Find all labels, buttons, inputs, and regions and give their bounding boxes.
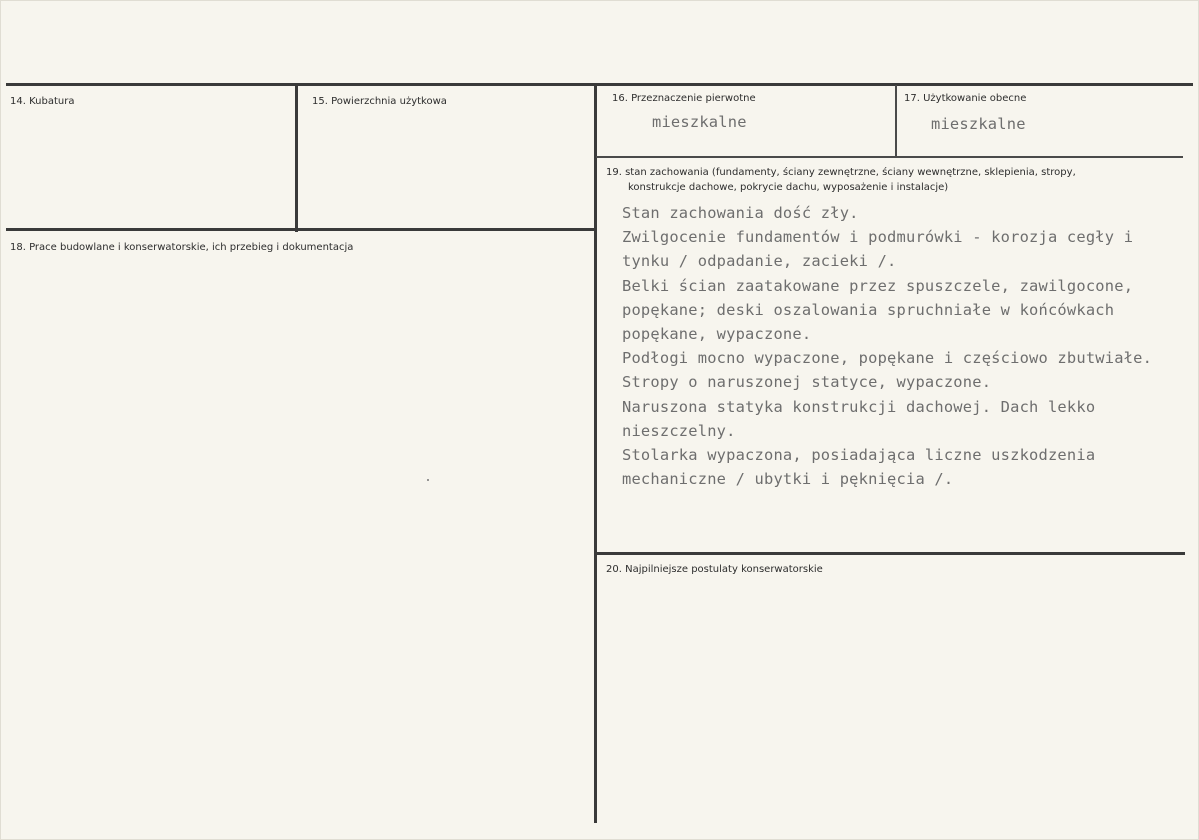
field-19-stan-label-line1: 19. stan zachowania (fundamenty, ściany zewnętrzne, ściany wewnętrzne, sklepienia, stropy, bbox=[606, 167, 1076, 178]
stan-line: Stolarka wypaczona, posiadająca liczne uszkodzenia bbox=[622, 445, 1096, 464]
stan-line: Stropy o naruszonej statyce, wypaczone. bbox=[622, 373, 992, 392]
divider-14-15 bbox=[295, 85, 298, 232]
field-14-kubatura-label: 14. Kubatura bbox=[10, 96, 75, 107]
field-16-przeznaczenie-value: mieszkalne bbox=[652, 113, 747, 131]
stan-line: nieszczelny. bbox=[622, 421, 736, 440]
stan-line: Belki ścian zaatakowane przez spuszczele, zawilgocone, bbox=[622, 276, 1134, 295]
stan-line: popękane, wypaczone. bbox=[622, 324, 812, 343]
field-15-powierzchnia-label: 15. Powierzchnia użytkowa bbox=[312, 96, 447, 107]
field-18-prace-label: 18. Prace budowlane i konserwatorskie, ich przebieg i dokumentacja bbox=[10, 242, 354, 253]
field-16-przeznaczenie-label: 16. Przeznaczenie pierwotne bbox=[612, 93, 756, 104]
rule-right-20 bbox=[596, 552, 1185, 555]
stan-line: Podłogi mocno wypaczone, popękane i częściowo zbutwiałe. bbox=[622, 349, 1153, 368]
divider-left-right bbox=[594, 85, 597, 823]
field-17-uzytkowanie-label: 17. Użytkowanie obecne bbox=[904, 93, 1027, 104]
stan-line: tynku / odpadanie, zacieki /. bbox=[622, 252, 897, 271]
rule-left-18 bbox=[6, 228, 596, 231]
stan-line: mechaniczne / ubytki i pęknięcia /. bbox=[622, 470, 954, 489]
stan-line: popękane; deski oszalowania spruchniałe w końcówkach bbox=[622, 300, 1115, 319]
stan-line: Naruszona statyka konstrukcji dachowej. Dach lekko bbox=[622, 397, 1096, 416]
top-rule bbox=[6, 83, 1193, 86]
rule-right-19 bbox=[596, 156, 1183, 158]
divider-16-17 bbox=[895, 85, 897, 157]
stan-line: Stan zachowania dość zły. bbox=[622, 204, 859, 222]
field-19-stan-text bbox=[622, 201, 1152, 491]
field-20-postulaty-label: 20. Najpilniejsze postulaty konserwatorskie bbox=[606, 564, 823, 575]
stray-mark bbox=[427, 479, 429, 481]
stan-line: Zwilgocenie fundamentów i podmurówki - korozja cegły i bbox=[622, 228, 1134, 247]
field-17-uzytkowanie-value: mieszkalne bbox=[931, 115, 1026, 133]
field-19-stan-label-line2: konstrukcje dachowe, pokrycie dachu, wyposażenie i instalacje) bbox=[628, 182, 949, 193]
